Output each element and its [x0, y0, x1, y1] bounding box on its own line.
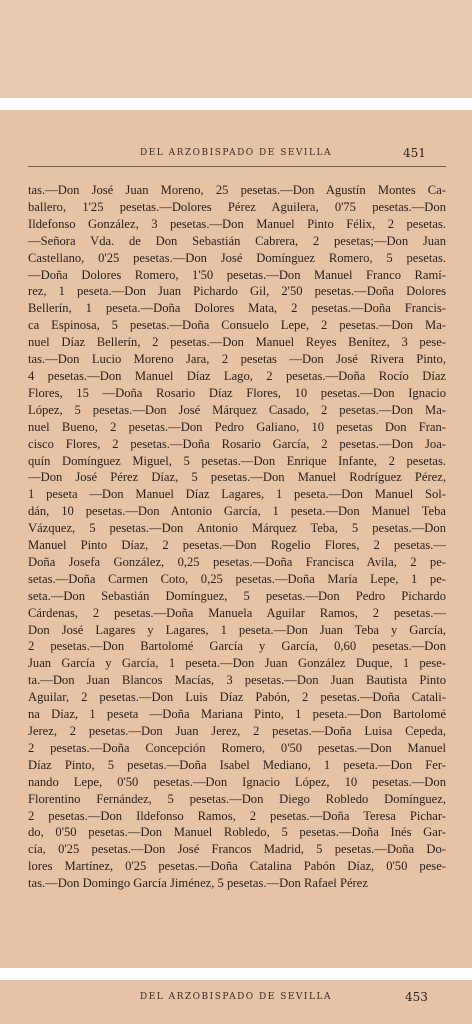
text-line: Flores, 15 —Doña Rosario Díaz Flores, 10 pesetas.—Don Ignacio	[28, 385, 446, 400]
text-line: —Don José Pérez Díaz, 5 pesetas.—Don Manuel Rodríguez Pérez,	[28, 470, 446, 485]
text-line: tas.—Don Domingo García Jiménez, 5 pesetas.—Don Rafael Pérez	[28, 876, 368, 891]
text-line: —Señora Vda. de Don Sebastián Cabrera, 2 pesetas;—Don Juan	[28, 233, 446, 248]
text-line: Juan García y García, 1 peseta.—Don Juan González Duque, 1 pese-	[28, 656, 446, 671]
text-line: tas.—Don Lucio Moreno Jara, 2 pesetas —Don José Rivera Pinto,	[28, 352, 446, 367]
text-line: nuel Bueno, 2 pesetas.—Don Pedro Galiano, 10 pesetas Don Fran-	[28, 419, 446, 434]
text-line: Díaz Pinto, 5 pesetas.—Doña Isabel Mediano, 1 peseta.—Don Fer-	[28, 757, 446, 772]
text-line: López, 5 pesetas.—Don José Márquez Casado, 2 pesetas.—Don Ma-	[28, 402, 446, 417]
text-line: nando Lepe, 0'50 pesetas.—Don Ignacio López, 10 pesetas.—Don	[28, 774, 446, 789]
text-line: —Doña Dolores Romero, 1'50 pesetas.—Don Manuel Franco Ramí-	[28, 267, 446, 282]
text-line: dán, 10 pesetas.—Don Antonio García, 1 peseta.—Don Manuel Teba	[28, 504, 446, 519]
text-line: na Díaz, 1 peseta —Doña Mariana Pinto, 1 peseta.—Don Bartolomé	[28, 707, 446, 722]
text-line: setas.—Doña Carmen Coto, 0,25 pesetas.—Doña María Lepe, 1 pe-	[28, 571, 446, 586]
text-line: nuel Díaz Bellerín, 2 pesetas.—Don Manuel Reyes Benítez, 3 pese-	[28, 335, 446, 350]
text-line: Ildefonso González, 3 pesetas.—Don Manuel Pinto Félix, 2 pesetas.	[28, 216, 446, 231]
text-line: tas.—Don José Juan Moreno, 25 pesetas.—Don Agustín Montes Ca-	[28, 183, 446, 197]
text-line: Aguilar, 2 pesetas.—Don Luis Díaz Pabón, 2 pesetas.—Doña Catali-	[28, 690, 446, 705]
text-line: ca Espinosa, 5 pesetas.—Doña Consuelo Lepe, 2 pesetas.—Don Ma-	[28, 318, 446, 333]
text-line: 2 pesetas.—Don Ildefonso Ramos, 2 pesetas.—Doña Teresa Pichar-	[28, 808, 446, 823]
text-line: rez, 1 peseta.—Don Juan Pichardo Gil, 2'50 pesetas.—Doña Dolores	[28, 284, 446, 299]
text-line: 2 pesetas.—Doña Concepción Romero, 0'50 pesetas.—Don Manuel	[28, 740, 446, 755]
previous-page-strip	[0, 0, 472, 98]
next-page-strip	[0, 980, 472, 1024]
text-line: 1 peseta —Don Manuel Díaz Lagares, 1 peseta.—Don Manuel Sol-	[28, 487, 446, 502]
text-line: Manuel Pinto Díaz, 2 pesetas.—Don Rogelio Flores, 2 pesetas.—	[28, 538, 446, 553]
text-line: Vázquez, 5 pesetas.—Don Antonio Márquez Teba, 5 pesetas.—Don	[28, 521, 446, 536]
page-number: 451	[403, 146, 426, 160]
text-line: cía, 0'25 pesetas.—Don José Francos Madrid, 5 pesetas.—Doña Do-	[28, 842, 446, 857]
next-page-running-head: DEL ARZOBISPADO DE SEVILLA	[140, 992, 332, 1002]
text-line: Doña Josefa González, 0,25 pesetas.—Doña Francisca Avila, 2 pe-	[28, 554, 446, 569]
text-line: 4 pesetas.—Don Manuel Díaz Lago, 2 pesetas.—Doña Rocío Díaz	[28, 368, 446, 383]
text-line: lores Martínez, 0'25 pesetas.—Doña Catalina Pabón Díaz, 0'50 pese-	[28, 859, 446, 874]
document-page	[0, 110, 472, 968]
text-line: Jerez, 2 pesetas.—Don Juan Jerez, 2 pesetas.—Doña Luisa Cepeda,	[28, 724, 446, 738]
body-text	[28, 182, 446, 892]
running-head: DEL ARZOBISPADO DE SEVILLA	[140, 148, 332, 158]
text-line: Florentino Fernández, 5 pesetas.—Don Diego Robledo Domínguez,	[28, 791, 446, 806]
header-rule	[28, 166, 446, 167]
text-line: seta.—Don Sebastián Domínguez, 5 pesetas.—Don Pedro Pichardo	[28, 588, 446, 603]
text-line: 2 pesetas.—Don Bartolomé García y García, 0,60 pesetas.—Don	[28, 639, 446, 654]
text-line: do, 0'50 pesetas.—Don Manuel Robledo, 5 pesetas.—Doña Inés Gar-	[28, 825, 446, 840]
text-line: quín Domínguez Miguel, 5 pesetas.—Don Enrique Infante, 2 pesetas.	[28, 453, 446, 468]
text-line: ta.—Don Juan Blancos Macías, 3 pesetas.—Don Juan Bautista Pinto	[28, 673, 446, 688]
text-line: Don José Lagares y Lagares, 1 peseta.—Don Juan Teba y García,	[28, 622, 446, 637]
text-line: cisco Flores, 2 pesetas.—Doña Rosario García, 2 pesetas.—Don Joa-	[28, 436, 446, 451]
text-line: Bellerín, 1 peseta.—Doña Dolores Mata, 2 pesetas.—Doña Francis-	[28, 301, 446, 316]
next-page-number: 453	[405, 990, 428, 1004]
text-line: ballero, 1'25 pesetas.—Dolores Pérez Aguilera, 0'75 pesetas.—Don	[28, 199, 446, 214]
text-line: Cárdenas, 2 pesetas.—Doña Manuela Aguilar Ramos, 2 pesetas.—	[28, 605, 446, 620]
text-line: Castellano, 0'25 pesetas.—Don José Domínguez Romero, 5 pesetas.	[28, 250, 446, 265]
